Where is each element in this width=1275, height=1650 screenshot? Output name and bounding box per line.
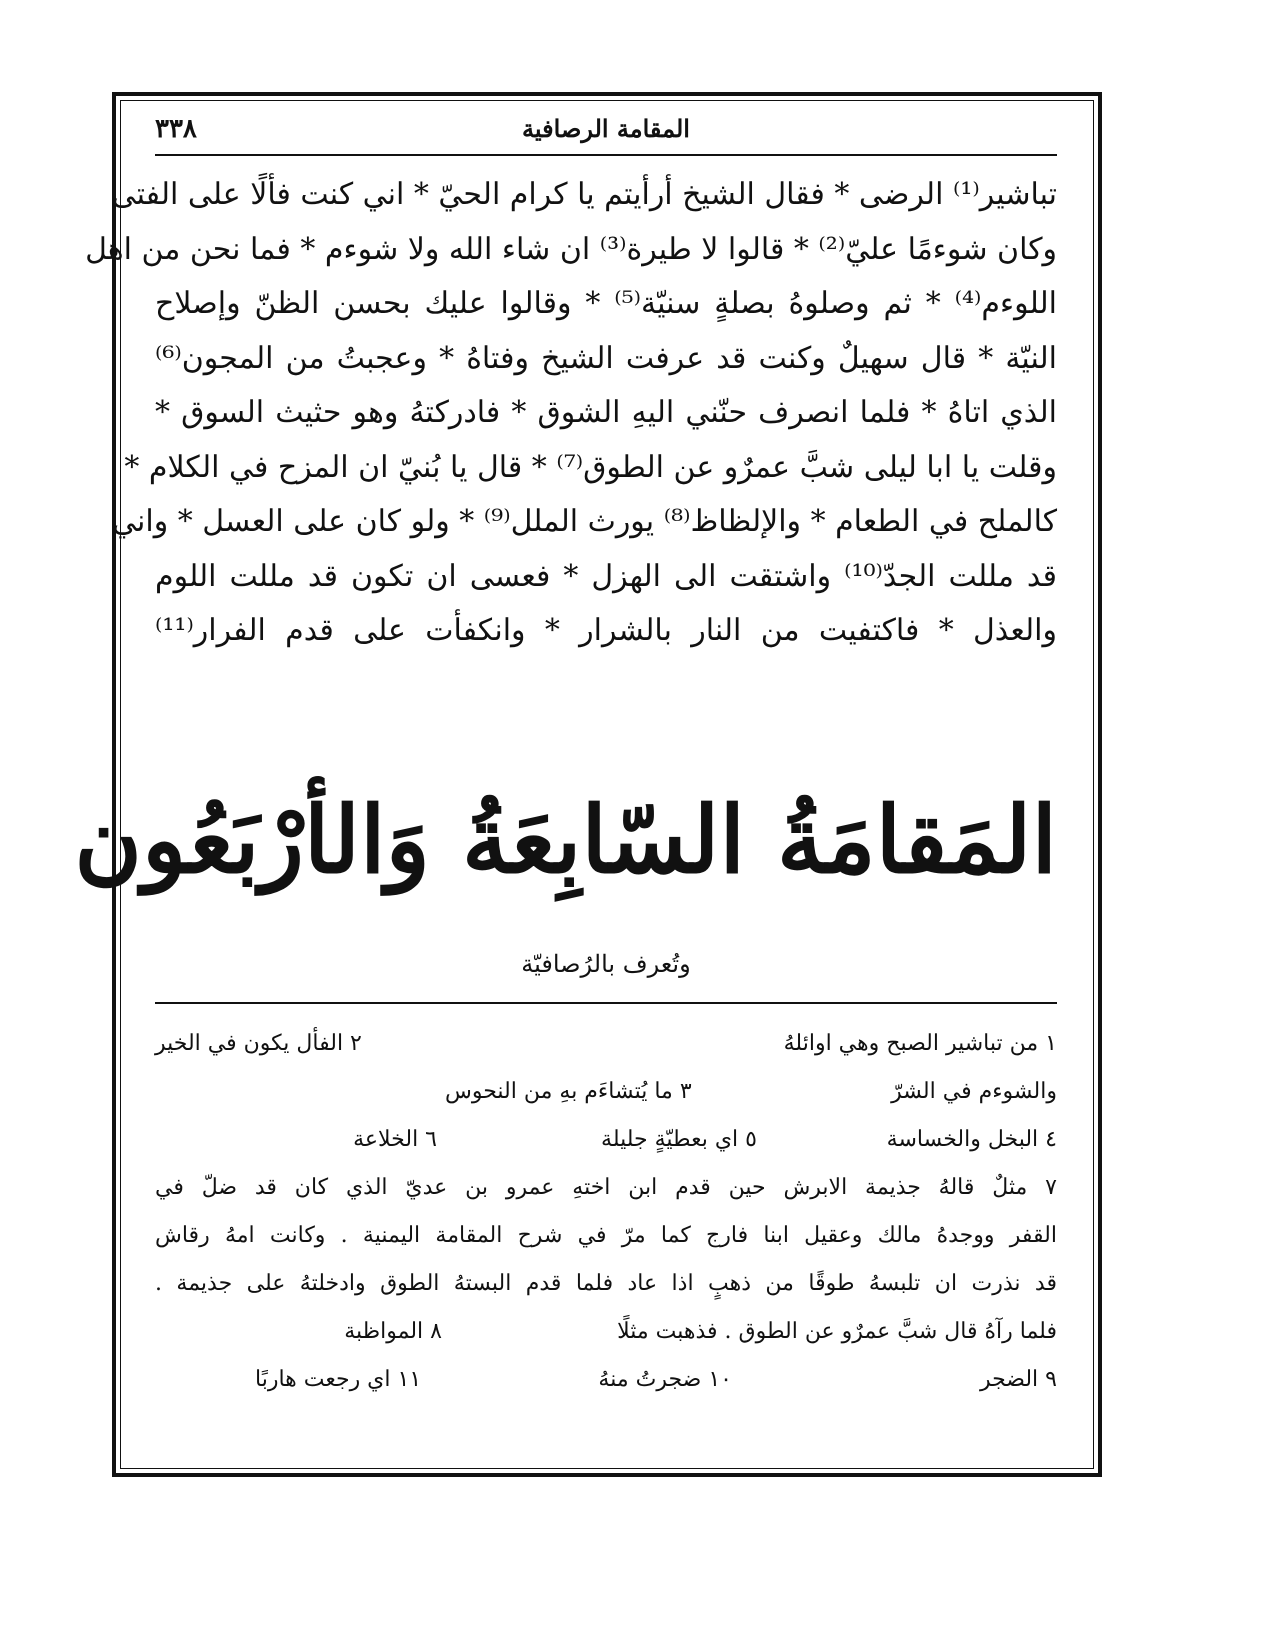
footnote-row bbox=[155, 1020, 1057, 1068]
text-line: النيّة * قال سهيلٌ وكنت قد عرفت الشيخ وفتاهُ * وعجبتُ من المجون⁽⁶⁾ bbox=[155, 340, 1057, 376]
footnote-row bbox=[155, 1356, 1057, 1404]
header-rule bbox=[155, 154, 1057, 156]
footnote-row bbox=[155, 1068, 1057, 1116]
text-line: كالملح في الطعام * والإلظاظ⁽⁸⁾ يورث الملل⁽⁹⁾ * ولو كان على العسل * واني bbox=[112, 504, 1057, 539]
footnote-1: ١ من تباشير الصبح وهي اوائلهُ bbox=[783, 1031, 1057, 1056]
footnote-row bbox=[155, 1116, 1057, 1164]
footnote-row bbox=[155, 1308, 1057, 1356]
footnotes bbox=[155, 1020, 1057, 1404]
text-line: الذي اتاهُ * فلما انصرف حنّني اليهِ الشوق * فادركتهُ وهو حثيث السوق * bbox=[155, 395, 1057, 430]
text-line: والعذل * فاكتفيت من النار بالشرار * وانكفأت على قدم الفرار⁽¹¹⁾ bbox=[155, 613, 1057, 648]
footnote-9: ٩ الضجر bbox=[979, 1367, 1057, 1392]
footnote-5: ٥ اي بعطيّةٍ جليلة bbox=[601, 1127, 757, 1152]
main-text bbox=[85, 168, 1057, 659]
page-number: ٣٣٨ bbox=[155, 114, 197, 144]
footnote-4: ٤ البخل والخساسة bbox=[886, 1127, 1057, 1152]
footnote-8: ٨ المواظبة bbox=[344, 1319, 442, 1344]
footnote-3: ٣ ما يُتشاءَم بهِ من النحوس bbox=[445, 1079, 692, 1104]
footnote-11: ١١ اي رجعت هاربًا bbox=[255, 1367, 422, 1392]
chapter-subtitle: وتُعرف بالرُصافيّة bbox=[521, 950, 691, 978]
footnote-7: ٧ مثلٌ قالهُ جذيمة الابرش حين قدم ابن اختهِ عمرو بن عديّ الذي كان قد ضلّ في bbox=[155, 1175, 1057, 1200]
text-line: وقلت يا ابا ليلى شبَّ عمرٌو عن الطوق⁽⁷⁾ * قال يا بُنيّ ان المزح في الكلام * bbox=[124, 449, 1057, 485]
text-line: اللوءم⁽⁴⁾ * ثم وصلوهُ بصلةٍ سنيّة⁽⁵⁾ * وقالوا عليك بحسن الظنّ وإصلاح bbox=[155, 286, 1057, 321]
footnote-6: ٦ الخلاعة bbox=[353, 1127, 437, 1152]
footnote-2: ٢ الفأل يكون في الخير bbox=[155, 1031, 362, 1056]
footnote-7: القفر ووجدهُ مالك وعقيل ابنا فارج كما مرّ في شرح المقامة اليمنية . وكانت امهُ رقاش bbox=[155, 1223, 1057, 1248]
footnote-7-end: فلما رآهُ قال شبَّ عمرٌو عن الطوق . فذهبت مثلًا bbox=[617, 1319, 1057, 1344]
text-line: وكان شوءمًا عليّ⁽²⁾ * قالوا لا طيرة⁽³⁾ ان شاء الله ولا شوءم * فما نحن من اهل bbox=[85, 231, 1057, 267]
running-title: المقامة الرصافية bbox=[522, 114, 690, 143]
text-line: قد مللت الجدّ⁽¹⁰⁾ واشتقت الى الهزل * فعسى ان تكون قد مللت اللوم bbox=[155, 558, 1057, 594]
text-line: تباشير⁽¹⁾ الرضى * فقال الشيخ أرأيتم يا كرام الحيّ * اني كنت فألًا على الفتى bbox=[111, 177, 1057, 212]
footnote-2-cont: والشوءم في الشرّ bbox=[891, 1079, 1057, 1104]
footnote-rule bbox=[155, 1002, 1057, 1004]
chapter-title: المَقامَةُ السّابِعَةُ وَالأرْبَعُون bbox=[74, 786, 1057, 894]
footnote-10: ١٠ ضجرتُ منهُ bbox=[598, 1367, 732, 1392]
footnote-7: قد نذرت ان تلبسهُ طوقًا من ذهبٍ اذا عاد فلما قدم البستهُ الطوق وادخلتهُ على جذيمة . bbox=[155, 1271, 1057, 1296]
page-header bbox=[155, 112, 1057, 156]
